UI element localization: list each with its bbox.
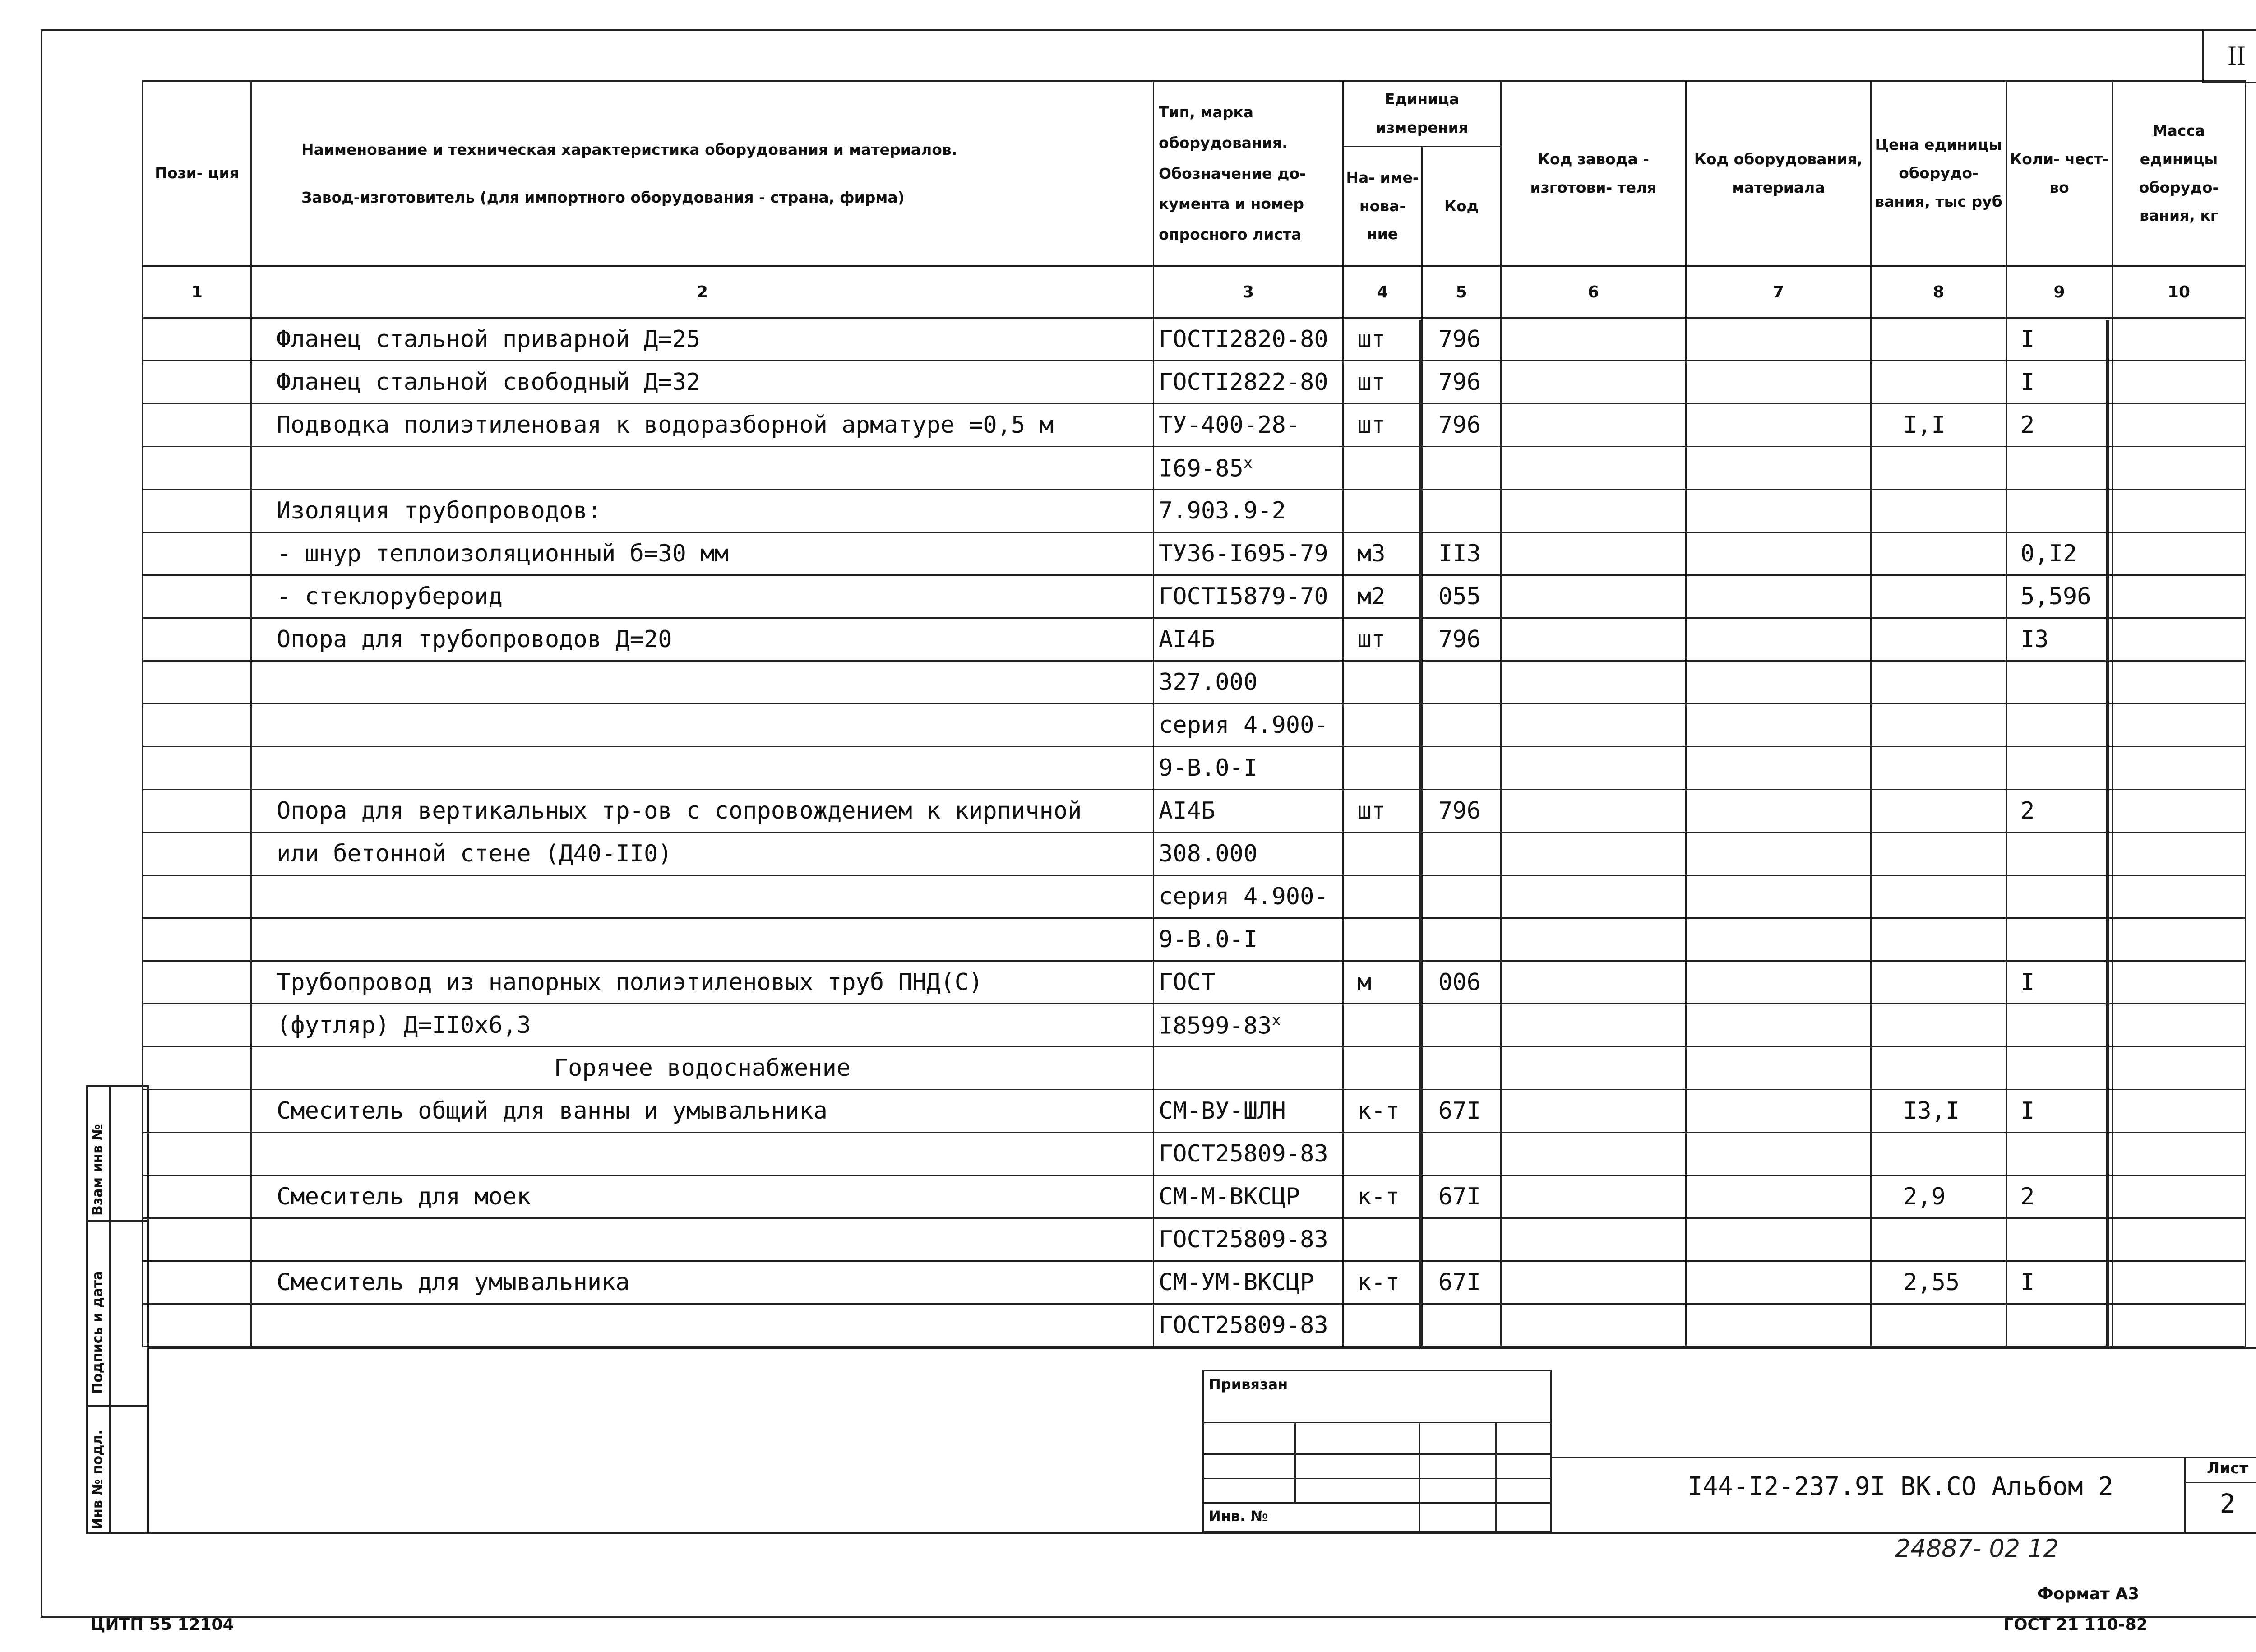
type-cell xyxy=(1154,532,1343,575)
mass-cell xyxy=(2113,1261,2246,1304)
position-cell xyxy=(143,961,251,1004)
name-cell-text: Опора для трубопроводов Д=20 xyxy=(277,626,672,653)
name-cell-text: Горячее водоснабжение xyxy=(554,1055,851,1082)
type-cell xyxy=(1154,490,1343,532)
unit-name-cell xyxy=(1343,790,1422,833)
mass-cell xyxy=(2113,1304,2246,1347)
unit-name-cell xyxy=(1343,361,1422,404)
unit-name-cell-text: м3 xyxy=(1357,540,1386,567)
name-cell xyxy=(251,875,1154,918)
name-cell-text: или бетонной стене (Д40-II0) xyxy=(277,840,672,867)
type-cell xyxy=(1154,704,1343,747)
type-cell xyxy=(1154,618,1343,661)
unit-code-cell-text: 055 xyxy=(1438,583,1481,610)
mass-cell xyxy=(2113,618,2246,661)
unit-name-cell xyxy=(1343,1261,1422,1304)
name-cell xyxy=(251,918,1154,961)
name-cell xyxy=(251,1261,1154,1304)
mass-cell xyxy=(2113,490,2246,532)
header-unit: Единица измерения xyxy=(1343,81,1501,147)
type-cell-text: ГОСТ xyxy=(1159,969,1216,996)
header-equipment-code: Код оборудования, материала xyxy=(1686,81,1871,266)
unit-name-cell xyxy=(1343,918,1422,961)
unit-name-cell xyxy=(1343,1004,1422,1047)
position-cell xyxy=(143,318,251,361)
position-cell xyxy=(143,661,251,704)
header-name-line1: Наименование и техническая характеристика оборудования и материалов. xyxy=(301,140,957,158)
mass-cell xyxy=(2113,1047,2246,1090)
header-name xyxy=(251,81,1154,266)
header-position: Пози- ция xyxy=(143,81,251,266)
col-number: 8 xyxy=(1871,266,2006,318)
header-unit-name: На- име- нова- ние xyxy=(1343,147,1422,266)
quantity-cell-text: 0,I2 xyxy=(2020,540,2077,567)
sheet-label: Лист xyxy=(2207,1459,2248,1477)
name-cell xyxy=(251,1218,1154,1261)
type-cell-text: АI4Б xyxy=(1159,797,1216,824)
type-cell xyxy=(1154,918,1343,961)
header-type: Тип, марка оборудования. Обозначение до- кумента и номер опросного листа xyxy=(1154,81,1343,266)
unit-name-cell xyxy=(1343,661,1422,704)
bold-frame xyxy=(1419,320,2109,1349)
unit-name-cell xyxy=(1343,1218,1422,1261)
type-cell-text: ГОСТI5879-70 xyxy=(1159,583,1328,610)
sheet-box xyxy=(2184,1457,2256,1532)
type-cell-text: ГОСТ25809-83 xyxy=(1159,1226,1328,1253)
name-cell xyxy=(251,704,1154,747)
name-cell xyxy=(251,490,1154,532)
mass-cell xyxy=(2113,747,2246,790)
type-cell xyxy=(1154,1218,1343,1261)
type-cell xyxy=(1154,833,1343,875)
type-cell-text: СМ-ВУ-ШЛН xyxy=(1159,1097,1286,1124)
name-cell-text: Смеситель общий для ванны и умывальника xyxy=(277,1097,828,1124)
position-cell xyxy=(143,1175,251,1218)
quantity-cell-text: I xyxy=(2020,969,2035,996)
sheet-corner-number: II xyxy=(2202,29,2256,83)
unit-name-cell xyxy=(1343,961,1422,1004)
footer-top-line xyxy=(149,1347,2256,1349)
type-cell xyxy=(1154,1004,1343,1047)
type-cell xyxy=(1154,447,1343,490)
unit-code-cell-text: II3 xyxy=(1438,540,1481,567)
type-cell-text: I69-85 xyxy=(1159,455,1244,482)
unit-code-cell-text: 006 xyxy=(1438,969,1481,996)
type-cell-text: I8599-83 xyxy=(1159,1012,1272,1040)
header-plant-code: Код завода - изготови- теля xyxy=(1501,81,1686,266)
type-cell xyxy=(1154,575,1343,618)
col-number: 3 xyxy=(1154,266,1343,318)
name-cell-text: (футляр) Д=II0х6,3 xyxy=(277,1012,531,1039)
name-cell-text: Смеситель для моек xyxy=(277,1183,531,1210)
mass-cell xyxy=(2113,575,2246,618)
quantity-cell-text: I3 xyxy=(2020,626,2049,653)
header-price: Цена единицы оборудо- вания, тыс руб xyxy=(1871,81,2006,266)
position-cell xyxy=(143,1133,251,1175)
mass-cell xyxy=(2113,833,2246,875)
col-number: 6 xyxy=(1501,266,1686,318)
mass-cell xyxy=(2113,1175,2246,1218)
name-cell xyxy=(251,1047,1154,1090)
unit-code-cell-text: 67I xyxy=(1438,1097,1481,1124)
type-cell-text: серия 4.900- xyxy=(1159,883,1328,910)
position-cell xyxy=(143,1218,251,1261)
unit-name-cell-text: к-т xyxy=(1357,1269,1400,1296)
quantity-cell-text: 2 xyxy=(2020,797,2035,824)
position-cell xyxy=(143,490,251,532)
name-cell-text: Подводка полиэтиленовая к водоразборной арматуре =0,5 м xyxy=(277,412,1054,439)
stamp-inv-label: Инв. № xyxy=(1209,1508,1268,1525)
name-cell-text: Опора для вертикальных тр-ов с сопровождением к кирпичной xyxy=(277,797,1082,824)
unit-code-cell-text: 796 xyxy=(1438,797,1481,824)
mass-cell xyxy=(2113,1090,2246,1133)
price-cell-text: 2,9 xyxy=(1903,1183,1946,1210)
unit-name-cell xyxy=(1343,875,1422,918)
unit-name-cell-text: к-т xyxy=(1357,1183,1400,1210)
name-cell-text: Изоляция трубопроводов: xyxy=(277,497,602,524)
name-cell-text: - стеклорубероид xyxy=(277,583,503,610)
mass-cell xyxy=(2113,918,2246,961)
mass-cell xyxy=(2113,875,2246,918)
mass-cell xyxy=(2113,1004,2246,1047)
unit-name-cell xyxy=(1343,575,1422,618)
name-cell xyxy=(251,447,1154,490)
unit-name-cell xyxy=(1343,1175,1422,1218)
col-number: 1 xyxy=(143,266,251,318)
name-cell xyxy=(251,575,1154,618)
unit-code-cell-text: 796 xyxy=(1438,326,1481,353)
name-cell xyxy=(251,961,1154,1004)
position-cell xyxy=(143,1004,251,1047)
mass-cell xyxy=(2113,961,2246,1004)
position-cell xyxy=(143,575,251,618)
side-label-signature-date: Подпись и дата xyxy=(90,1271,106,1394)
unit-code-cell-text: 796 xyxy=(1438,626,1481,653)
name-cell xyxy=(251,404,1154,447)
type-superscript: x xyxy=(1243,453,1253,472)
quantity-cell-text: 2 xyxy=(2020,412,2035,439)
type-cell-text: АI4Б xyxy=(1159,626,1216,653)
position-cell xyxy=(143,447,251,490)
price-cell-text: I3,I xyxy=(1903,1097,1960,1124)
type-cell-text: ГОСТI2820-80 xyxy=(1159,326,1328,353)
type-cell xyxy=(1154,361,1343,404)
name-cell xyxy=(251,1304,1154,1347)
col-number: 2 xyxy=(251,266,1154,318)
quantity-cell-text: I xyxy=(2020,326,2035,353)
type-cell xyxy=(1154,1133,1343,1175)
type-cell xyxy=(1154,1090,1343,1133)
unit-name-cell xyxy=(1343,404,1422,447)
gost-label: ГОСТ 21 110-82 xyxy=(2003,1615,2148,1634)
document-code: I44-I2-237.9I ВК.СО Альбом 2 xyxy=(1687,1472,2114,1501)
type-cell-text: СМ-УМ-ВКСЦР xyxy=(1159,1269,1314,1296)
name-cell xyxy=(251,747,1154,790)
type-cell xyxy=(1154,661,1343,704)
price-cell-text: I,I xyxy=(1903,412,1946,439)
header-mass: Масса единицы оборудо- вания, кг xyxy=(2113,81,2246,266)
side-label-inv-original: Инв № подл. xyxy=(90,1430,106,1529)
unit-name-cell xyxy=(1343,447,1422,490)
name-cell xyxy=(251,1004,1154,1047)
name-cell xyxy=(251,790,1154,833)
position-cell xyxy=(143,918,251,961)
unit-name-cell-text: шт xyxy=(1357,326,1386,353)
col-number: 7 xyxy=(1686,266,1871,318)
unit-name-cell xyxy=(1343,1090,1422,1133)
col-number: 4 xyxy=(1343,266,1422,318)
position-cell xyxy=(143,747,251,790)
position-cell xyxy=(143,1090,251,1133)
col-number: 5 xyxy=(1422,266,1501,318)
doc-code-line xyxy=(1552,1457,2256,1458)
type-cell xyxy=(1154,961,1343,1004)
type-cell-text: 308.000 xyxy=(1159,840,1258,867)
name-cell xyxy=(251,361,1154,404)
position-cell xyxy=(143,532,251,575)
mass-cell xyxy=(2113,318,2246,361)
type-cell xyxy=(1154,747,1343,790)
mass-cell xyxy=(2113,790,2246,833)
type-cell xyxy=(1154,404,1343,447)
mass-cell xyxy=(2113,447,2246,490)
unit-name-cell xyxy=(1343,747,1422,790)
stamp-block xyxy=(1202,1370,1552,1532)
unit-name-cell-text: шт xyxy=(1357,797,1386,824)
type-superscript: x xyxy=(1271,1011,1281,1029)
name-cell xyxy=(251,1133,1154,1175)
type-cell-text: серия 4.900- xyxy=(1159,712,1328,739)
citp-label: ЦИТП 55 12104 xyxy=(90,1615,234,1634)
format-label: Формат А3 xyxy=(2037,1585,2140,1603)
type-cell xyxy=(1154,1304,1343,1347)
type-cell-text: 9-В.0-I xyxy=(1159,754,1258,782)
position-cell xyxy=(143,618,251,661)
unit-name-cell-text: шт xyxy=(1357,412,1386,439)
position-cell xyxy=(143,875,251,918)
quantity-cell-text: I xyxy=(2020,1269,2035,1296)
col-number: 9 xyxy=(2006,266,2113,318)
type-cell-text: ТУ36-I695-79 xyxy=(1159,540,1328,567)
mass-cell xyxy=(2113,404,2246,447)
unit-name-cell xyxy=(1343,618,1422,661)
unit-code-cell-text: 67I xyxy=(1438,1183,1481,1210)
position-cell xyxy=(143,361,251,404)
position-cell xyxy=(143,404,251,447)
side-strip xyxy=(86,1085,149,1534)
unit-code-cell-text: 796 xyxy=(1438,369,1481,396)
type-cell xyxy=(1154,318,1343,361)
type-cell xyxy=(1154,790,1343,833)
name-cell xyxy=(251,532,1154,575)
unit-name-cell xyxy=(1343,1133,1422,1175)
name-cell-text: Трубопровод из напорных полиэтиленовых труб ПНД(С) xyxy=(277,969,983,996)
type-cell-text: 7.903.9-2 xyxy=(1159,497,1286,524)
unit-code-cell-text: 796 xyxy=(1438,412,1481,439)
type-cell-text: СМ-М-ВКСЦР xyxy=(1159,1183,1300,1210)
handwritten-number: 24887- 02 12 xyxy=(1895,1534,2059,1563)
name-cell-text: Смеситель для умывальника xyxy=(277,1269,630,1296)
name-cell-text: - шнур теплоизоляционный б=30 мм xyxy=(277,540,729,567)
type-cell-text: ТУ-400-28- xyxy=(1159,412,1300,439)
unit-name-cell-text: шт xyxy=(1357,626,1386,653)
mass-cell xyxy=(2113,532,2246,575)
type-cell-text: ГОСТ25809-83 xyxy=(1159,1140,1328,1167)
side-label-replace-inv: Взам инв № xyxy=(90,1124,106,1216)
unit-name-cell-text: м2 xyxy=(1357,583,1386,610)
mass-cell xyxy=(2113,361,2246,404)
mass-cell xyxy=(2113,1133,2246,1175)
header-unit-code: Код xyxy=(1422,147,1501,266)
name-cell xyxy=(251,833,1154,875)
price-cell-text: 2,55 xyxy=(1903,1269,1960,1296)
unit-name-cell xyxy=(1343,490,1422,532)
unit-name-cell-text: м xyxy=(1357,969,1372,996)
type-cell xyxy=(1154,875,1343,918)
name-cell xyxy=(251,318,1154,361)
mass-cell xyxy=(2113,1218,2246,1261)
mass-cell xyxy=(2113,704,2246,747)
unit-code-cell-text: 67I xyxy=(1438,1269,1481,1296)
unit-name-cell xyxy=(1343,704,1422,747)
position-cell xyxy=(143,833,251,875)
unit-name-cell xyxy=(1343,833,1422,875)
unit-name-cell-text: к-т xyxy=(1357,1097,1400,1124)
quantity-cell-text: I xyxy=(2020,369,2035,396)
type-cell xyxy=(1154,1261,1343,1304)
name-cell xyxy=(251,618,1154,661)
header-quantity: Коли- чест- во xyxy=(2006,81,2113,266)
name-cell xyxy=(251,1090,1154,1133)
col-number: 10 xyxy=(2113,266,2246,318)
sheet-value: 2 xyxy=(2219,1488,2236,1519)
name-cell-text: Фланец стальной свободный Д=32 xyxy=(277,369,701,396)
name-cell xyxy=(251,1175,1154,1218)
position-cell xyxy=(143,790,251,833)
type-cell xyxy=(1154,1047,1343,1090)
unit-name-cell xyxy=(1343,1047,1422,1090)
type-cell-text: ГОСТ25809-83 xyxy=(1159,1312,1328,1339)
quantity-cell-text: 5,596 xyxy=(2020,583,2091,610)
quantity-cell-text: 2 xyxy=(2020,1183,2035,1210)
position-cell xyxy=(143,1261,251,1304)
unit-name-cell xyxy=(1343,1304,1422,1347)
header-name-line2: Завод-изготовитель (для импортного оборудования - страна, фирма) xyxy=(301,188,905,206)
type-cell-text: ГОСТI2822-80 xyxy=(1159,369,1328,396)
stamp-bound-label: Привязан xyxy=(1209,1376,1288,1393)
name-cell xyxy=(251,661,1154,704)
mass-cell xyxy=(2113,661,2246,704)
name-cell-text: Фланец стальной приварной Д=25 xyxy=(277,326,701,353)
position-cell xyxy=(143,1304,251,1347)
position-cell xyxy=(143,1047,251,1090)
unit-name-cell xyxy=(1343,318,1422,361)
type-cell-text: 327.000 xyxy=(1159,669,1258,696)
unit-name-cell xyxy=(1343,532,1422,575)
position-cell xyxy=(143,704,251,747)
type-cell-text: 9-В.0-I xyxy=(1159,926,1258,953)
quantity-cell-text: I xyxy=(2020,1097,2035,1124)
type-cell xyxy=(1154,1175,1343,1218)
unit-name-cell-text: шт xyxy=(1357,369,1386,396)
